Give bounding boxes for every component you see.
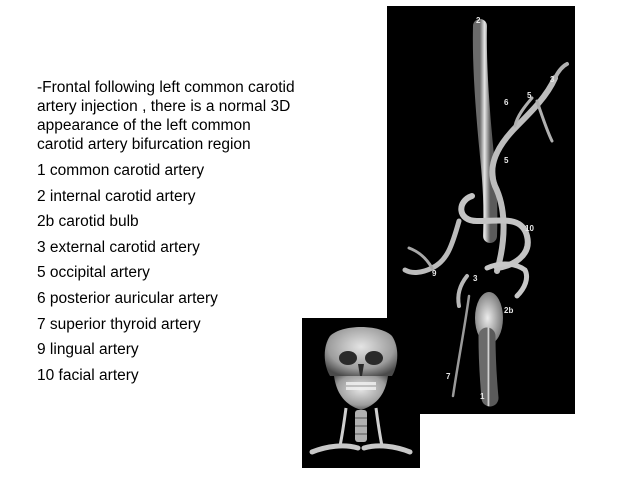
legend-list: [37, 158, 297, 388]
legend-item: 5 occipital artery: [37, 264, 150, 282]
superior-thyroid-artery: [453, 296, 469, 396]
label-7: 7: [446, 372, 451, 381]
jaw-shape: [334, 376, 388, 410]
legend-item: 9 lingual artery: [37, 341, 139, 359]
skull-inset-image: [302, 318, 420, 468]
neck-vessel-right: [376, 408, 382, 446]
legend-item: 2b carotid bulb: [37, 213, 139, 231]
left-orbit: [339, 351, 357, 365]
label-1: 1: [480, 392, 485, 401]
lingual-twig: [409, 248, 432, 268]
label-3-top: 3: [550, 75, 555, 84]
legend-item: 1 common carotid artery: [37, 162, 205, 179]
label-9: 9: [432, 269, 437, 278]
legend-item: 6 posterior auricular artery: [37, 289, 218, 307]
intro-paragraph: -Frontal following left common carotid artery injection , there is a normal 3D appearance of the left common carotid artery bifurcation region: [37, 79, 295, 153]
common-carotid-vessel: [487, 336, 490, 398]
legend-item: 10 facial artery: [37, 366, 139, 384]
legend-item: 3 external carotid artery: [37, 238, 200, 256]
internal-carotid-vessel: [480, 26, 491, 236]
top-right-branch: [555, 64, 567, 78]
neck-vessel-left: [340, 408, 346, 446]
lingual-artery: [405, 221, 459, 272]
lower-left-branch: [458, 276, 467, 306]
label-2b: 2b: [504, 306, 514, 315]
label-6: 6: [504, 98, 509, 107]
text-block: [37, 78, 297, 388]
legend-item: 2 internal carotid artery: [37, 187, 196, 205]
label-5-top: 5: [527, 91, 532, 100]
skull-drawing: [302, 318, 420, 468]
occipital-branch: [537, 101, 552, 141]
label-5-mid: 5: [504, 156, 509, 165]
label-2-top: 2: [476, 16, 481, 25]
legend-item: 7 superior thyroid artery: [37, 315, 201, 333]
label-10: 10: [525, 224, 534, 233]
left-clavicle: [312, 446, 358, 452]
right-orbit: [365, 351, 383, 365]
label-3-mid: 3: [473, 274, 478, 283]
right-clavicle: [364, 446, 410, 452]
